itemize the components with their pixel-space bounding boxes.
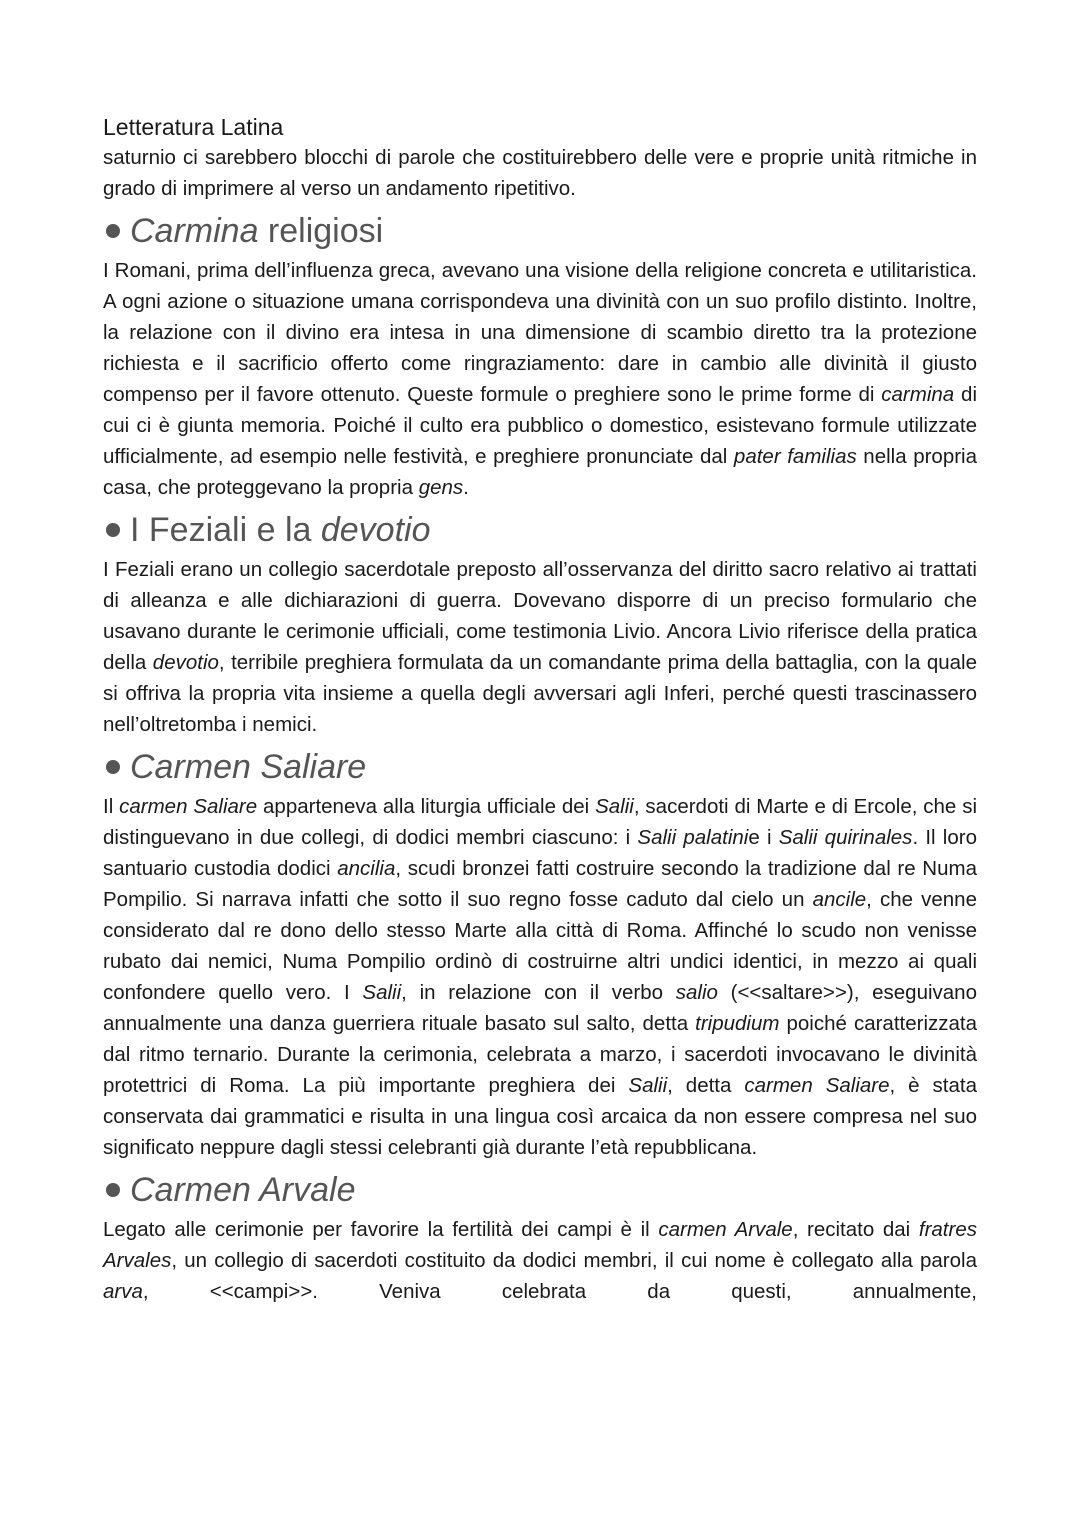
paragraph-feziali-devotio: I Feziali erano un collegio sacerdotale preposto all’osservanza del diritto sacro relativo ai trattati di alleanza e alle dichiarazioni di guerra. Dovevano disporre di un preciso formulario che usavano durante le cerimonie ufficiali, come testimonia Livio. Ancora Livio riferisce della pratica della devotio, terribile preghiera formulata da un comandante prima della battaglia, con la quale si offriva la propria vita insieme a quella degli avversari agli Inferi, perché questi trascinassero nell’oltretomba i nemici. [103, 558, 977, 736]
bullet-icon [106, 523, 120, 537]
heading-italic: Carmen Arvale [130, 1171, 356, 1209]
paragraph-carmen-saliare: Il carmen Saliare apparteneva alla liturgia ufficiale dei Salii, sacerdoti di Marte e di Ercole, che si distinguevano in due collegi, di dodici membri ciascuno: i Salii palatinie i Salii quirinales. Il loro santuario custodia dodici ancilia, scudi bronzei fatti costruire secondo la tradizione dal re Numa Pompilio. Si narrava infatti che sotto il suo regno fosse caduto dal cielo un ancile, che venne considerato dal re dono dello stesso Marte alla città di Roma. Affinché lo scudo non venisse rubato dai nemici, Numa Pompilio ordinò di costruirne altri undici identici, in mezzo ai quali confondere quello vero. I Salii, in relazione con il verbo salio (<<saltare>>), eseguivano annualmente una danza guerriera rituale basato sul salto, detta tripudium poiché caratterizzata dal ritmo ternario. Durante la cerimonia, celebrata a marzo, i sacerdoti invocavano le divinità protettrici di Roma. La più importante preghiera dei Salii, detta carmen Saliare, è stata conservata dai grammatici e risulta in una lingua così arcaica da non essere compresa nel suo significato neppure dagli stessi celebranti già durante l’età repubblicana. [103, 795, 978, 1159]
paragraph-carmina-religiosi: I Romani, prima dell’influenza greca, avevano una visione della religione concreta e utilitaristica. A ogni azione o situazione umana corrispondeva una divinità con un suo profilo distinto. Inoltre, la relazione con il divino era intesa in una dimensione di scambio diretto tra la protezione richiesta e il sacrificio offerto come ringraziamento: dare in cambio alle divinità il giusto compenso per il favore ottenuto. Queste formule o preghiere sono le prime forme di carmina di cui ci è giunta memoria. Poiché il culto era pubblico o domestico, esistevano formule utilizzate ufficialmente, ad esempio nelle festività, e preghiere pronunciate dal pater familias nella propria casa, che proteggevano la propria gens. [103, 259, 977, 499]
bullet-icon [106, 1183, 120, 1197]
heading-italic: Carmen Saliare [130, 748, 367, 786]
heading-text: I Feziali e la [130, 511, 321, 549]
bullet-icon [106, 760, 120, 774]
heading-italic: Carmina [130, 212, 259, 250]
paragraph-carmen-arvale: Legato alle cerimonie per favorire la fertilità dei campi è il carmen Arvale, recitato dai fratres Arvales, un collegio di sacerdoti costituito da dodici membri, il cui nome è collegato alla parola arva, <<campi>>. Veniva celebrata da questi, annualmente, [103, 1218, 977, 1303]
document-page [103, 112, 977, 1307]
section-heading-feziali-devotio [103, 508, 977, 552]
intro-paragraph: saturnio ci sarebbero blocchi di parole che costituirebbero delle vere e proprie unità ritmiche in grado di imprimere al verso un andamento ripetitivo. [103, 146, 977, 200]
section-heading-carmen-arvale [103, 1168, 977, 1212]
heading-italic: devotio [320, 511, 431, 549]
document-header: Letteratura Latina [103, 114, 284, 140]
heading-text: religiosi [258, 212, 384, 250]
section-heading-carmina-religiosi [103, 209, 977, 253]
section-heading-carmen-saliare [103, 745, 977, 789]
bullet-icon [106, 224, 120, 238]
